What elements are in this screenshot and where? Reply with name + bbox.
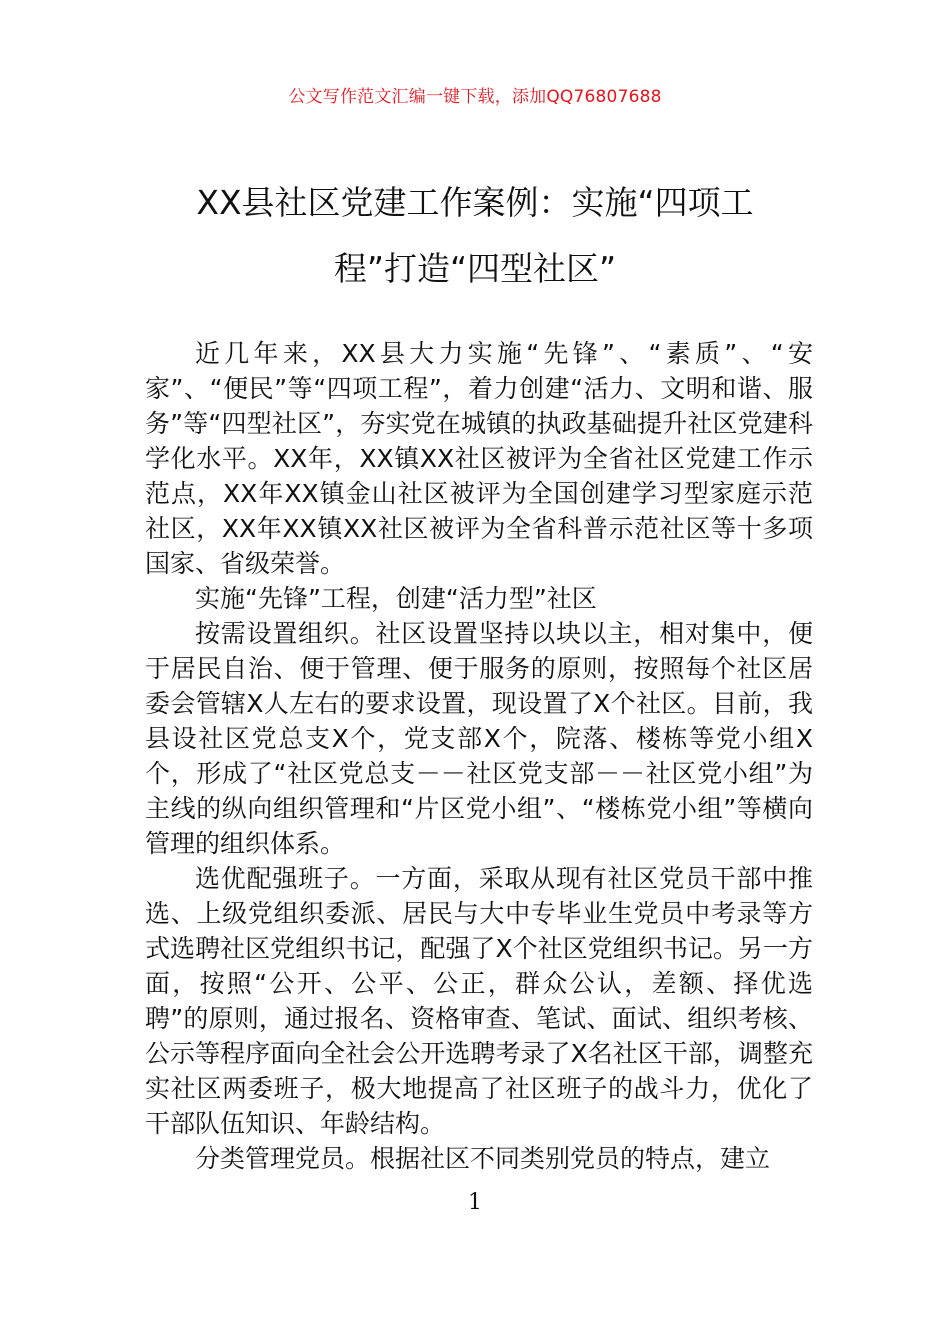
section-heading: 实施“先锋”工程，创建“活力型”社区 (195, 584, 597, 613)
title-line-1: XX县社区党建工作案例：实施“四项工 (196, 183, 754, 222)
document-body (145, 336, 813, 1176)
download-notice: 公文写作范文汇编一键下载，添加QQ76807688 (288, 87, 662, 107)
paragraph-intro: 近几年来，XX县大力实施“先锋”、“素质”、“安家”、“便民”等“四项工程”，着力创建“活力、文明和谐、服务”等“四型社区”，夯实党在城镇的执政基础提升社区党建科学化水平。XX年，XX镇XX社区被评为全省社区党建工作示范点，XX年XX镇金山社区被评为全国创建学习型家庭示范社区，XX年XX镇XX社区被评为全省科普示范社区等十多项国家、省级荣誉。 (145, 339, 813, 578)
paragraph-leadership: 选优配强班子。一方面，采取从现有社区党员干部中推选、上级党组织委派、居民与大中专毕业生党员中考录等方式选聘社区党组织书记，配强了X个社区党组织书记。另一方面，按照“公开、公平、公正，群众公认，差额、择优选聘”的原则，通过报名、资格审查、笔试、面试、组织考核、公示等程序面向全社会公开选聘考录了X名社区干部，调整充实社区两委班子，极大地提高了社区班子的战斗力，优化了干部队伍知识、年龄结构。 (145, 864, 813, 1138)
paragraph-membership: 分类管理党员。根据社区不同类别党员的特点，建立 (195, 1144, 771, 1173)
document-title (140, 170, 810, 302)
title-line-2: 程”打造“四型社区” (333, 249, 617, 288)
paragraph-organization: 按需设置组织。社区设置坚持以块以主，相对集中，便于居民自治、便于管理、便于服务的原则，按照每个社区居委会管辖X人左右的要求设置，现设置了X个社区。目前，我县设社区党总支X个，党支部X个，院落、楼栋等党小组X个，形成了“社区党总支－－社区党支部－－社区党小组”为主线的纵向组织管理和“片区党小组”、“楼栋党小组”等横向管理的组织体系。 (145, 619, 813, 858)
page-number: 1 (468, 1190, 482, 1215)
